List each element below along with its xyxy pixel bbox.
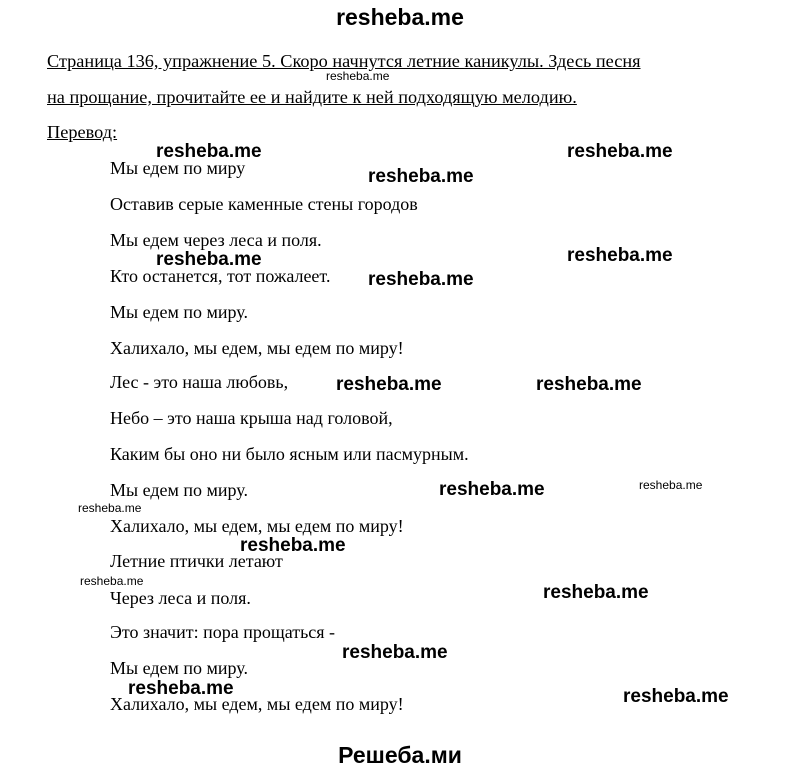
- poem-line-13: Через леса и поля.: [110, 588, 251, 608]
- watermark-small: resheba.me: [326, 69, 390, 83]
- poem-line-6: Халихало, мы едем, мы едем по миру!: [110, 338, 404, 358]
- watermark: resheba.me: [567, 141, 673, 162]
- translation-label: Перевод:: [47, 122, 118, 142]
- poem-line-14: Это значит: пора прощаться -: [110, 622, 336, 642]
- task-line-2: на прощание, прочитайте ее и найдите к ней подходящую мелодию.: [47, 87, 577, 107]
- poem-line-8: Небо – это наша крыша над головой,: [110, 408, 393, 428]
- watermark: resheba.me: [567, 245, 673, 266]
- poem-line-2: Оставив серые каменные стены городов: [110, 194, 418, 214]
- poem-line-15: Мы едем по миру.: [110, 658, 249, 678]
- watermark: resheba.me: [336, 374, 442, 395]
- poem-line-16: Халихало, мы едем, мы едем по миру!: [110, 694, 404, 714]
- watermark: resheba.me: [240, 535, 346, 556]
- poem-line-7: Лес - это наша любовь,: [110, 372, 289, 392]
- watermark: resheba.me: [368, 269, 474, 290]
- task-line-1: Страница 136, упражнение 5. Скоро начнутся летние каникулы. Здесь песня: [47, 51, 641, 71]
- watermark-small: resheba.me: [80, 574, 144, 588]
- poem-line-10: Мы едем по миру.: [110, 480, 249, 500]
- watermark: resheba.me: [368, 166, 474, 187]
- poem-line-9: Каким бы оно ни было ясным или пасмурным.: [110, 444, 469, 464]
- watermark: resheba.me: [342, 642, 448, 663]
- poem-line-3: Мы едем через леса и поля.: [110, 230, 322, 250]
- poem-line-1: Мы едем по миру: [110, 158, 246, 178]
- site-footer: Решеба.ми: [338, 742, 462, 768]
- watermark: resheba.me: [156, 249, 262, 270]
- poem-line-12: Летние птички летают: [110, 551, 283, 571]
- poem-line-11: Халихало, мы едем, мы едем по миру!: [110, 516, 404, 536]
- poem-line-4: Кто останется, тот пожалеет.: [110, 266, 331, 286]
- watermark: resheba.me: [439, 479, 545, 500]
- watermark-small: resheba.me: [639, 478, 703, 492]
- site-header: resheba.me: [336, 4, 464, 30]
- watermark: resheba.me: [536, 374, 642, 395]
- watermark: resheba.me: [623, 686, 729, 707]
- watermark: resheba.me: [543, 582, 649, 603]
- poem-line-5: Мы едем по миру.: [110, 302, 249, 322]
- watermark: resheba.me: [156, 141, 262, 162]
- watermark: resheba.me: [128, 678, 234, 699]
- watermark-small: resheba.me: [78, 501, 142, 515]
